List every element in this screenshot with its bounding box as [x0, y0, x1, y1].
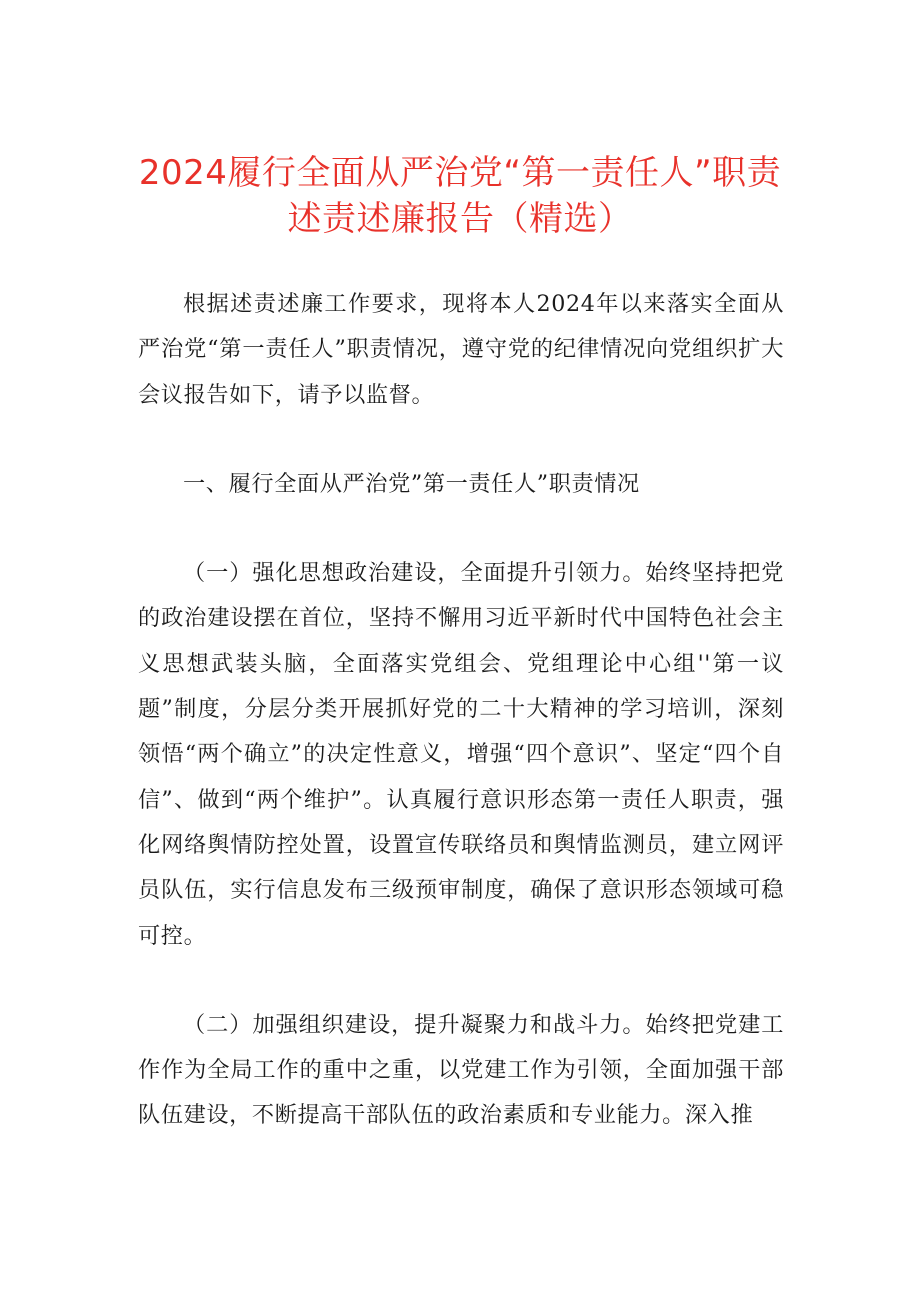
title-line-1: 2024履行全面从严治党“第一责任人”职责 [138, 153, 782, 193]
document-title [130, 150, 790, 242]
section-heading: 一、履行全面从严治党”第一责任人”职责情况 [183, 470, 640, 497]
document-body [138, 282, 784, 1139]
intro-paragraph: 根据述责述廉工作要求，现将本人2024年以来落实全面从严治党“第一责任人”职责情况，遵守党的纪律情况向党组织扩大会议报告如下，请予以监督。 [138, 291, 784, 408]
item-2-paragraph: （二）加强组织建设，提升凝聚力和战斗力。始终把党建工作作为全局工作的重中之重，以党建工作为引领，全面加强干部队伍建设，不断提高干部队伍的政治素质和专业能力。深入推 [138, 1011, 784, 1129]
item-1-paragraph: （一）强化思想政治建设，全面提升引领力。始终坚持把党的政治建设摆在首位，坚持不懈用习近平新时代中国特色社会主义思想武装头脑，全面落实党组会、党组理论中心组''第一议题”制度，分层分类开展抓好党的二十大精神的学习培训，深刻领悟“两个确立”的决定性意义，增强“四个意识”、坚定“四个自信”、做到“两个维护”。认真履行意识形态第一责任人职责，强化网络舆情防控处置，设置宣传联络员和舆情监测员，建立网评员队伍，实行信息发布三级预审制度，确保了意识形态领域可稳可控。 [138, 560, 784, 949]
title-line-2: 述责述廉报告（精选） [287, 199, 633, 239]
